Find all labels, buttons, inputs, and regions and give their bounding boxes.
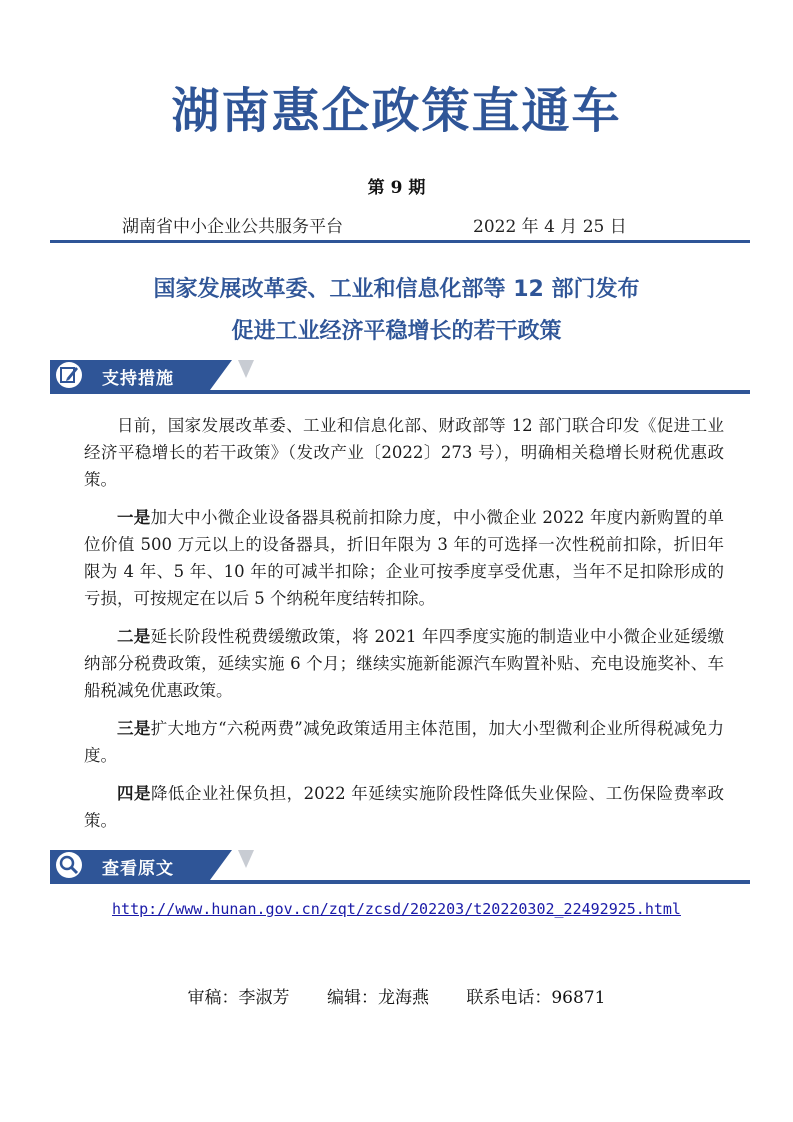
- search-icon: [56, 852, 82, 878]
- policy-item-3: [84, 715, 724, 769]
- section-underline: [50, 390, 750, 394]
- policy-item-1-lead: 一是: [117, 508, 151, 527]
- footer-phone: 联系电话：96871: [466, 988, 606, 1008]
- section-tab-slant: [210, 360, 232, 390]
- section-tab-slant: [210, 850, 232, 880]
- section-header-source: [50, 850, 750, 884]
- policy-item-2-lead: 二是: [117, 627, 151, 646]
- issue-number: 第 9 期: [367, 178, 426, 198]
- header-divider: [50, 240, 750, 243]
- section-tab-shadow: [238, 360, 254, 378]
- publish-date: 2022 年 4 月 25 日: [473, 217, 627, 237]
- masthead-title: 湖南惠企政策直通车: [171, 83, 622, 139]
- article-body: [84, 412, 724, 845]
- section-label-support: 支持措施: [102, 369, 174, 389]
- policy-item-4-text: 降低企业社保负担，2022 年延续实施阶段性降低失业保险、工伤保险费率政策。: [84, 784, 724, 830]
- policy-item-3-lead: 三是: [117, 719, 151, 738]
- footer-reviewer: 审稿：李淑芳: [187, 988, 290, 1008]
- policy-item-4: [84, 780, 724, 834]
- policy-item-4-lead: 四是: [117, 784, 151, 803]
- pen-edit-icon: [56, 362, 82, 388]
- footer-editor: 编辑：龙海燕: [326, 988, 429, 1008]
- intro-paragraph: 日前，国家发展改革委、工业和信息化部、财政部等 12 部门联合印发《促进工业经济平稳增长的若干政策》（发改产业〔2022〕273 号），明确相关稳增长财税优惠政策。: [84, 416, 724, 489]
- footer-credits: [0, 983, 793, 1008]
- policy-item-3-text: 扩大地方“六税两费”减免政策适用主体范围，加大小型微利企业所得税减免力度。: [84, 719, 724, 765]
- policy-item-1-text: 加大中小微企业设备器具税前扣除力度，中小微企业 2022 年度内新购置的单位价值 500 万元以上的设备器具，折旧年限为 3 年的可选择一次性税前扣除，折旧年限为 4 年、5 年、10 年的可减半扣除；企业可按季度享受优惠，当年不足扣除形成的亏损，可按规定在以后 5 个纳税年度结转扣除。: [84, 508, 725, 608]
- source-url-link[interactable]: http://www.hunan.gov.cn/zqt/zcsd/202203/t20220302_22492925.html: [112, 900, 681, 918]
- policy-item-2-text: 延长阶段性税费缓缴政策，将 2021 年四季度实施的制造业中小微企业延缓缴纳部分税费政策，延续实施 6 个月；继续实施新能源汽车购置补贴、充电设施奖补、车船税减免优惠政策。: [84, 627, 725, 700]
- publisher-name: 湖南省中小企业公共服务平台: [122, 217, 343, 237]
- policy-item-2: [84, 623, 724, 704]
- section-underline: [50, 880, 750, 884]
- headline-line-2: 促进工业经济平稳增长的若干政策: [231, 319, 562, 344]
- section-label-source: 查看原文: [102, 859, 174, 879]
- section-header-support: [50, 360, 750, 394]
- headline-line-1: 国家发展改革委、工业和信息化部等 12 部门发布: [153, 277, 640, 302]
- section-tab-shadow: [238, 850, 254, 868]
- policy-item-1: [84, 504, 724, 612]
